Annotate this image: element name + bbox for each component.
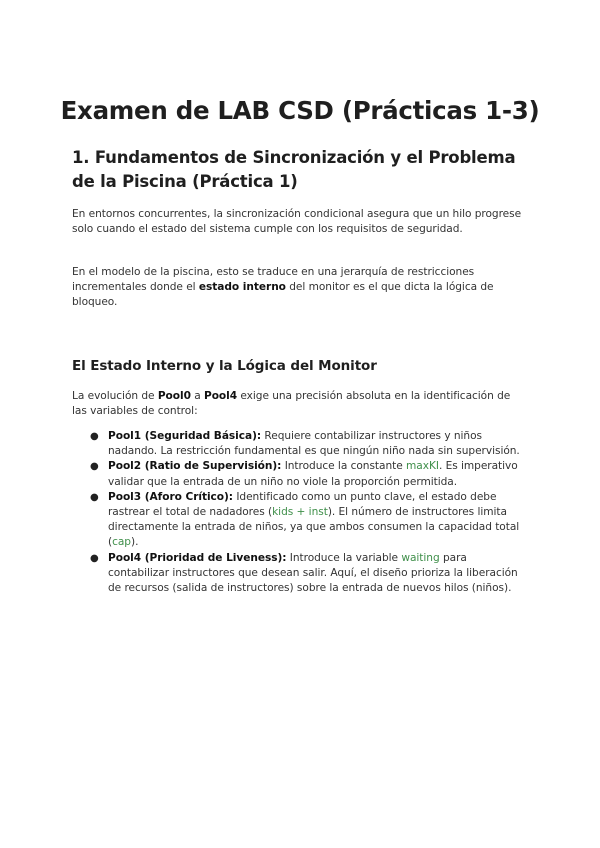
bullet-icon: ● xyxy=(90,552,99,564)
text-run: La evolución de xyxy=(72,390,158,402)
list-item-pool1 xyxy=(86,429,530,459)
text-run: Introduce la constante xyxy=(281,460,407,473)
document-title: Examen de LAB CSD (Prácticas 1-3) xyxy=(60,96,540,125)
code-term: cap xyxy=(112,536,131,549)
bullet-icon: ● xyxy=(90,461,99,473)
section-heading: 1. Fundamentos de Sincronización y el Problema de la Piscina (Práctica 1) xyxy=(72,148,516,191)
bold-term: Pool3 (Aforo Crítico): xyxy=(108,490,233,503)
text-run: a xyxy=(190,390,204,402)
subheading: El Estado Interno y la Lógica del Monitor xyxy=(72,358,377,374)
text-run: . Es imperativo validar que la entrada de un niño no viole la proporción permitida. xyxy=(108,460,518,488)
bold-term: Pool4 (Prioridad de Liveness): xyxy=(108,551,287,564)
bold-term: estado interno xyxy=(198,281,286,294)
model-paragraph xyxy=(72,265,528,311)
bold-term: Pool4 xyxy=(203,390,238,402)
list-item-pool4 xyxy=(86,551,530,597)
text-run: para contabilizar instructores que desean salir. Aquí, el diseño prioriza la liberación de recursos (salida de instructores) sobre la entrada de nuevos hilos (niños). xyxy=(108,551,518,595)
text-run: del monitor es el que dicta la lógica de bloqueo. xyxy=(72,281,494,309)
code-term: kids + inst xyxy=(272,506,328,519)
text-run: exige una precisión absoluta en la identificación de las variables de control: xyxy=(72,390,511,418)
pool-list xyxy=(86,429,530,596)
text-run: ). El número de instructores limita directamente la entrada de niños, ya que ambos consumen la capacidad total ( xyxy=(108,506,520,549)
list-item-pool3 xyxy=(86,490,530,551)
text-run: Introduce la variable xyxy=(286,551,402,564)
evolution-paragraph xyxy=(72,389,528,419)
bullet-icon: ● xyxy=(90,431,99,442)
bold-term: Pool1 (Seguridad Básica): xyxy=(108,430,262,442)
text-run: Requiere contabilizar instructores y niños nadando. La restricción fundamental es que ningún niño nada sin supervisión. xyxy=(108,430,520,458)
bold-term: Pool0 xyxy=(157,390,191,402)
list-item-pool2 xyxy=(86,459,530,489)
code-term: waiting xyxy=(401,551,440,564)
bold-term: Pool2 (Ratio de Supervisión): xyxy=(108,460,282,473)
bullet-icon: ● xyxy=(90,491,99,503)
text-run: En el modelo de la piscina, esto se traduce en una jerarquía de restricciones incrementales donde el xyxy=(72,266,475,294)
code-term: maxKI xyxy=(406,460,439,473)
text-run: ). xyxy=(131,536,139,549)
text-run: Identificado como un punto clave, el estado debe rastrear el total de nadadores ( xyxy=(108,490,497,519)
intro-paragraph: En entornos concurrentes, la sincronización condicional asegura que un hilo progrese solo cuando el estado del sistema cumple con los requisitos de seguridad. xyxy=(72,208,522,236)
